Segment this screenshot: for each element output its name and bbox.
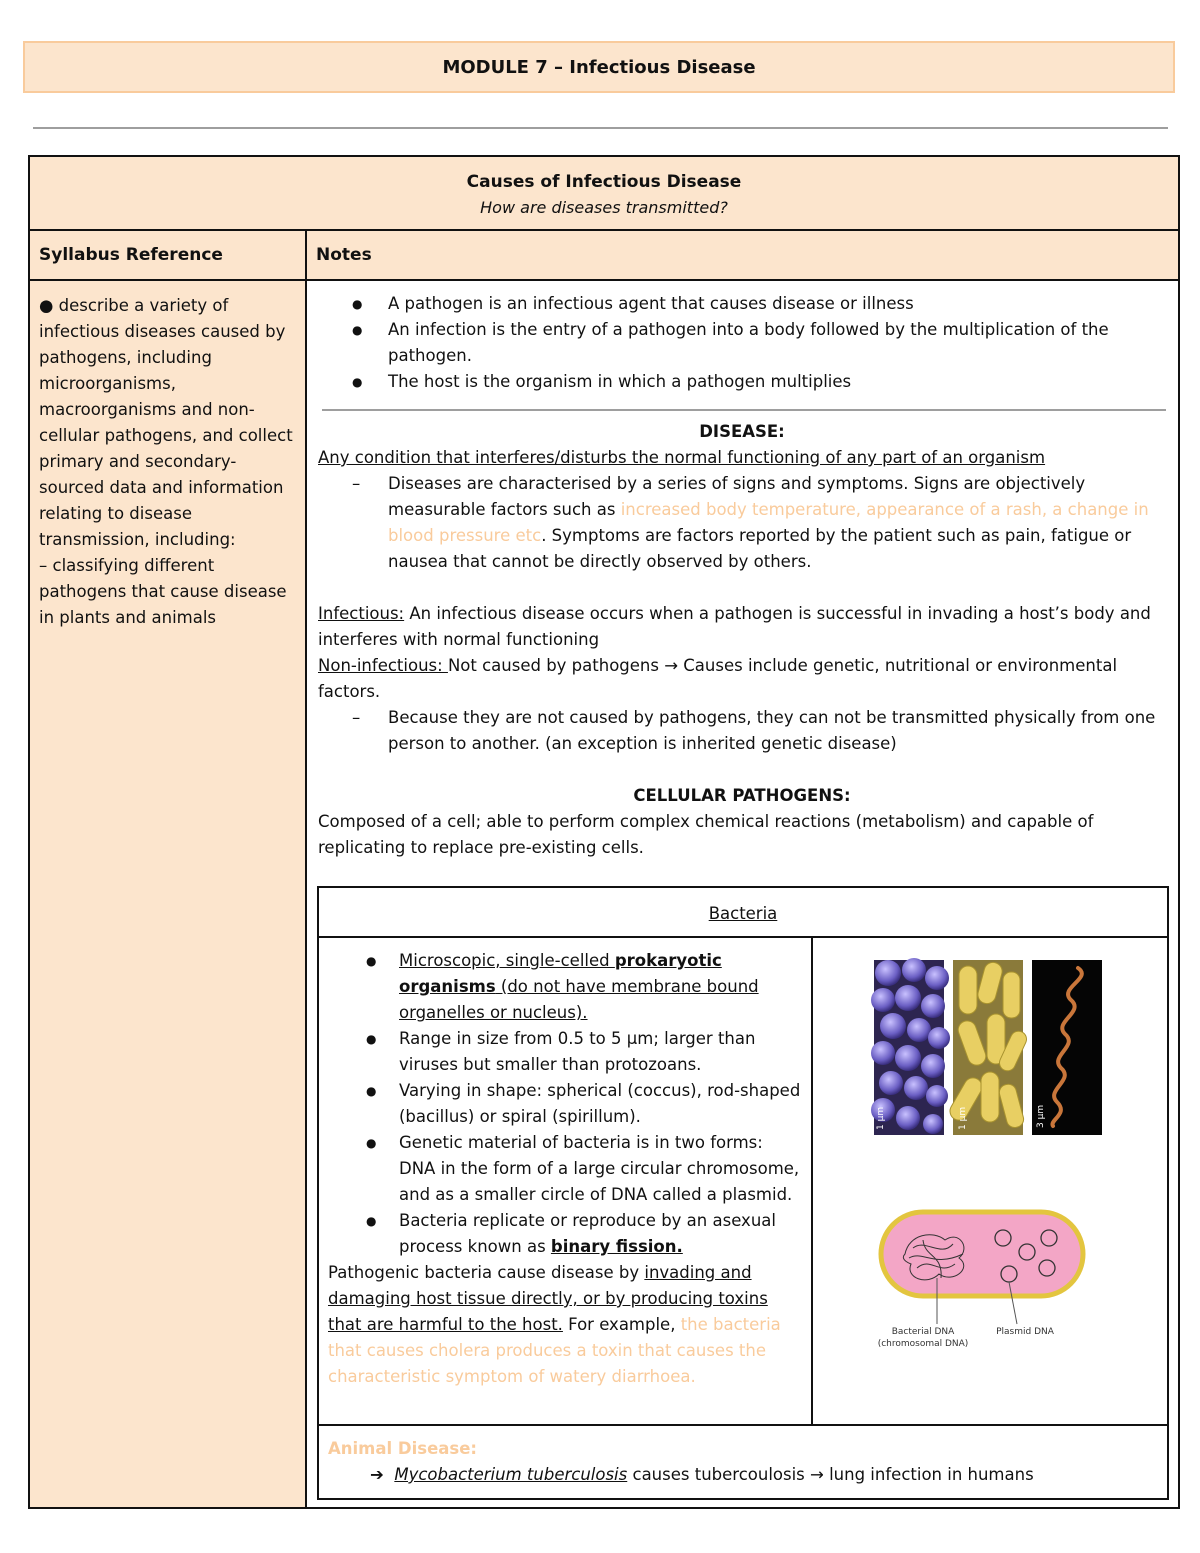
bacterial-cell-diagram xyxy=(878,1212,1083,1349)
text-run: causes tubercoulosis → lung infection in humans xyxy=(627,1465,1034,1484)
text-run: Microscopic, single-celled xyxy=(399,951,615,970)
noninfectious-definition xyxy=(318,653,1166,705)
syllabus-cell xyxy=(30,281,307,1507)
list-item: ● A pathogen is an infectious agent that causes disease or illness xyxy=(318,291,1166,317)
bacteria-title: Bacteria xyxy=(319,888,1167,938)
table-header xyxy=(30,157,1178,231)
list-item xyxy=(328,1208,803,1260)
dna-sublabel: (chromosomal DNA) xyxy=(877,1339,969,1349)
animal-disease-section xyxy=(319,1426,1167,1498)
text-run: Pathogenic bacteria cause disease by xyxy=(328,1263,645,1282)
noninfectious-label: Non-infectious: xyxy=(318,656,448,675)
cellular-definition: Composed of a cell; able to perform complex chemical reactions (metabolism) and capable of replicating to replace pre-existing cells. xyxy=(318,812,1094,857)
cholera-example: the bacteria that causes cholera produces a toxin that causes the characteristic symptom of watery diarrhoea. xyxy=(328,1315,781,1386)
notes-cell xyxy=(309,281,1178,1507)
bacteria-table xyxy=(317,886,1169,1500)
animal-disease-label: Animal Disease: xyxy=(328,1439,478,1458)
spirillum-micrograph xyxy=(1032,960,1102,1135)
notes-table xyxy=(28,155,1180,1509)
pathogenic-paragraph xyxy=(328,1260,803,1390)
section-divider xyxy=(322,409,1166,411)
list-item: ● Range in size from 0.5 to 5 μm; larger than viruses but smaller than protozoans. xyxy=(328,1026,803,1078)
infectious-label: Infectious: xyxy=(318,604,405,623)
animal-disease-example xyxy=(328,1462,1158,1488)
arrow-icon: ➔ xyxy=(370,1465,395,1484)
disease-points xyxy=(318,471,1166,575)
cellular-heading: CELLULAR PATHOGENS: xyxy=(633,786,851,805)
binary-fission-term: binary fission. xyxy=(550,1237,683,1256)
list-item xyxy=(318,471,1166,575)
bacteria-list xyxy=(328,948,803,1260)
scale-label: 1 μm xyxy=(876,1106,886,1130)
infectious-definition xyxy=(318,601,1166,653)
bacteria-notes xyxy=(319,938,813,1426)
column-header-syllabus: Syllabus Reference xyxy=(30,231,307,281)
definition-list xyxy=(318,291,1166,395)
module-title: MODULE 7 – Infectious Disease xyxy=(442,56,756,78)
list-item: ● Varying in shape: spherical (coccus), rod-shaped (bacillus) or spiral (spirillum). xyxy=(328,1078,803,1130)
disease-heading: DISEASE: xyxy=(699,422,785,441)
bacillus-micrograph xyxy=(947,960,1029,1135)
scale-label: 3 μm xyxy=(1036,1104,1046,1128)
table-subtitle: How are diseases transmitted? xyxy=(480,198,728,217)
list-item: – Because they are not caused by pathogens, they can not be transmitted physically from one person to another. (an exception is inherited genetic disease) xyxy=(318,705,1166,757)
dna-label: Bacterial DNA xyxy=(891,1327,955,1337)
plasmid-label: Plasmid DNA xyxy=(996,1327,1054,1337)
disease-definition: Any condition that interferes/disturbs the normal functioning of any part of an organism xyxy=(318,448,1046,467)
text-run: Bacteria replicate or reproduce by an asexual process known as xyxy=(399,1211,776,1256)
list-item: ● An infection is the entry of a pathogen into a body followed by the multiplication of the pathogen. xyxy=(318,317,1166,369)
text-run: (do not have membrane bound organelles or nucleus). xyxy=(399,977,759,1022)
table-title: Causes of Infectious Disease xyxy=(466,172,742,192)
scale-label: 1 μm xyxy=(958,1106,968,1130)
syllabus-text: ● describe a variety of infectious diseases caused by pathogens, including microorganisms, macroorganisms and non-cellular pathogens, and collect primary and secondary-sourced data and information relating to disease transmission, including: xyxy=(39,296,293,549)
bacteria-figure xyxy=(813,938,1163,1422)
syllabus-subpoint: – classifying different pathogens that cause disease in plants and animals xyxy=(39,556,287,627)
divider xyxy=(33,127,1168,129)
text-run: . Symptoms are factors reported by the patient such as pain, fatigue or nausea that cannot be directly observed by others. xyxy=(388,526,1132,571)
noninfectious-points xyxy=(318,705,1166,757)
column-header-notes: Notes xyxy=(307,231,1178,281)
prokaryotic-term: prokaryotic organisms xyxy=(399,951,722,996)
coccus-micrograph xyxy=(871,958,950,1135)
module-banner xyxy=(23,41,1175,93)
list-item: ● The host is the organism in which a pathogen multiplies xyxy=(318,369,1166,395)
text-run: Diseases are characterised by a series of signs and symptoms. Signs are objectively measurable factors such as xyxy=(388,474,1086,519)
text-run: For example, xyxy=(562,1315,681,1334)
text-run: An infectious disease occurs when a pathogen is successful in invading a host’s body and interferes with normal functioning xyxy=(318,604,1151,649)
text-run: Not caused by pathogens → Causes include genetic, nutritional or environmental factors. xyxy=(318,656,1118,701)
bacteria-images xyxy=(813,938,1167,1426)
text-run: invading and damaging host tissue directly, or by producing toxins that are harmful to the host. xyxy=(328,1263,768,1334)
list-item: ● Genetic material of bacteria is in two forms: DNA in the form of a large circular chromosome, and as a smaller circle of DNA called a plasmid. xyxy=(328,1130,803,1208)
species-name: Mycobacterium tuberculosis xyxy=(394,1465,628,1484)
list-item xyxy=(328,948,803,1026)
highlighted-examples: increased body temperature, appearance of a rash, a change in blood pressure etc xyxy=(388,500,1149,545)
